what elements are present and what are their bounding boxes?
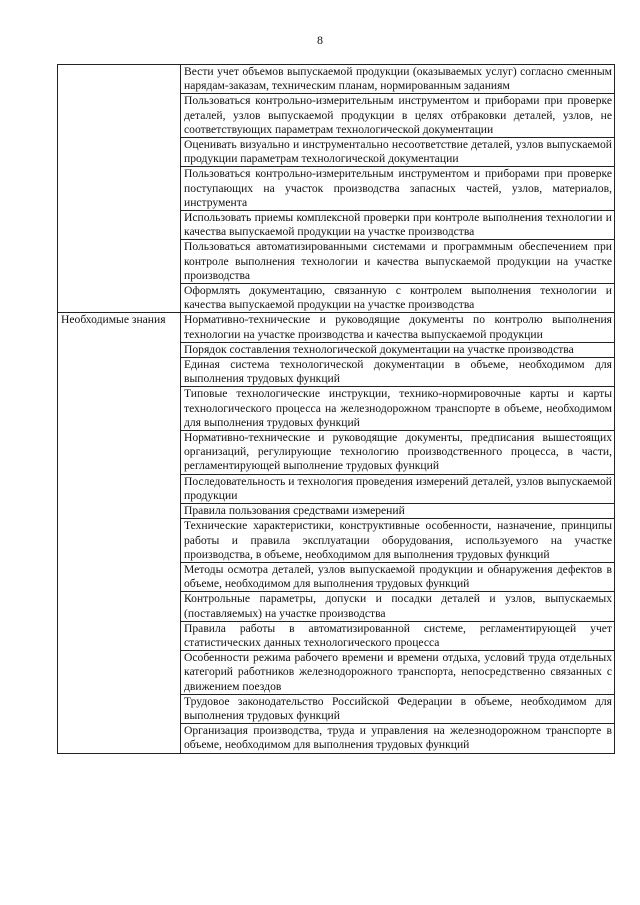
table-cell: Организация производства, труда и управления на железнодорожном транспорте в объеме, необходимом для выполнения трудовых функций [181, 724, 615, 753]
table-cell: Оценивать визуально и инструментально несоответствие деталей, узлов выпускаемой продукции параметрам технологической документации [181, 138, 615, 167]
table-cell: Особенности режима рабочего времени и времени отдыха, условий труда отдельных категорий работников железнодорожного транспорта, непосредственно связанных с движением поездов [181, 651, 615, 695]
page-number: 8 [317, 33, 323, 47]
table-cell: Пользоваться контрольно-измерительным инструментом и приборами при проверке поступающих на участок производства запасных частей, узлов, материалов, инструмента [181, 167, 615, 211]
table-cell: Нормативно-технические и руководящие документы, предписания вышестоящих организаций, регулирующие технологию производственного процесса, в части, регламентирующей выполнение трудовых функций [181, 431, 615, 475]
table-cell: Нормативно-технические и руководящие документы по контролю выполнения технологии на участке производства и качества выпускаемой продукции [181, 313, 615, 342]
table-cell: Последовательность и технология проведения измерений деталей, узлов выпускаемой продукции [181, 474, 615, 503]
table-cell: Типовые технологические инструкции, технико-нормировочные карты и карты технологического процесса на железнодорожном транспорте в объеме, необходимом для выполнения трудовых функций [181, 387, 615, 431]
table-cell: Технические характеристики, конструктивные особенности, назначение, принципы работы и правила эксплуатации оборудования, используемого на участке производства, в объеме, необходимом для выполнения трудовых функций [181, 519, 615, 563]
table-cell: Единая система технологической документации в объеме, необходимом для выполнения трудовых функций [181, 358, 615, 387]
table-cell: Контрольные параметры, допуски и посадки деталей и узлов, выпускаемых (поставляемых) на участке производства [181, 592, 615, 621]
section-label-knowledge: Необходимые знания [58, 313, 181, 753]
table-cell: Пользоваться автоматизированными системами и программным обеспечением при контроле выполнения технологии и качества выпускаемой продукции на участке производства [181, 240, 615, 284]
table-row [58, 313, 615, 342]
table-cell: Правила работы в автоматизированной системе, регламентирующей учет статистических данных технологического процесса [181, 621, 615, 650]
table-row [58, 65, 615, 94]
table-cell: Использовать приемы комплексной проверки при контроле выполнения технологии и качества выпускаемой продукции на участке производства [181, 211, 615, 240]
table-cell: Пользоваться контрольно-измерительным инструментом и приборами при проверке деталей, узлов выпускаемой продукции в целях отбраковки деталей, узлов, не соответствующих параметрам технологической документации [181, 94, 615, 138]
requirements-table [57, 64, 615, 754]
table-cell: Правила пользования средствами измерений [181, 504, 615, 519]
table-cell: Вести учет объемов выпускаемой продукции (оказываемых услуг) согласно сменным нарядам-заказам, техническим планам, нормированным заданиям [181, 65, 615, 94]
table-cell: Трудовое законодательство Российской Федерации в объеме, необходимом для выполнения трудовых функций [181, 694, 615, 723]
section-label-skills [58, 65, 181, 313]
table-cell: Оформлять документацию, связанную с контролем выполнения технологии и качества выпускаемой продукции на участке производства [181, 284, 615, 313]
table-cell: Методы осмотра деталей, узлов выпускаемой продукции и обнаружения дефектов в объеме, необходимом для выполнения трудовых функций [181, 562, 615, 591]
table-cell: Порядок составления технологической документации на участке производства [181, 342, 615, 357]
